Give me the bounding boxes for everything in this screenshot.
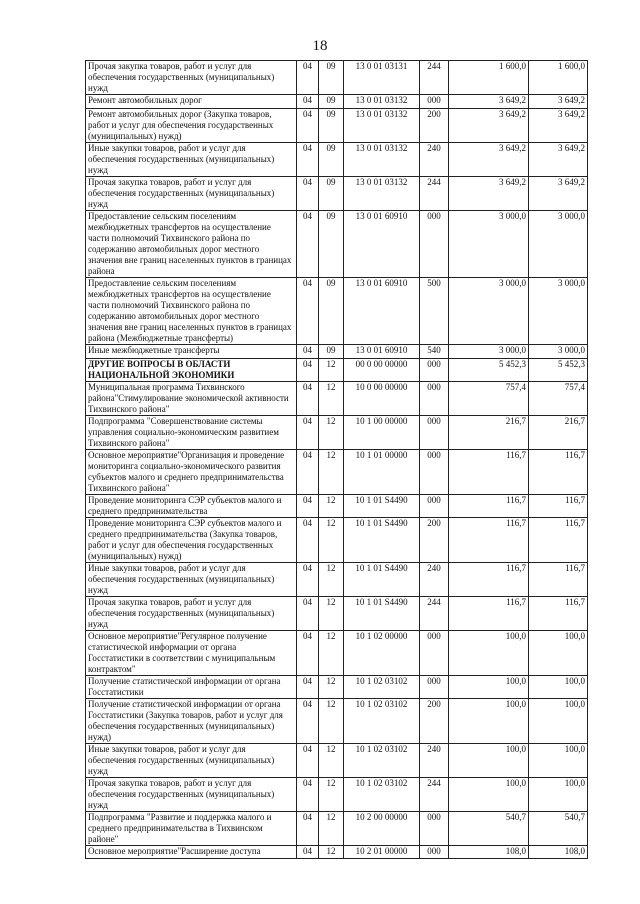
row-sum-2: 5 452,3 <box>529 359 588 382</box>
row-expense-type: 200 <box>420 699 449 744</box>
table-row <box>86 495 588 518</box>
row-sum-1: 3 649,2 <box>449 109 529 143</box>
table-row <box>86 95 588 109</box>
row-section: 04 <box>297 382 319 416</box>
row-expense-type: 000 <box>420 676 449 699</box>
row-name: Прочая закупка товаров, работ и услуг для обеспечения государственных (муниципальных) нужд <box>86 778 297 812</box>
row-expense-type: 000 <box>420 495 449 518</box>
row-name: Подпрограмма "Совершенствование системы управления социально-экономическим развитием Тихвинского района" <box>86 416 297 450</box>
row-sum-1: 108,0 <box>449 846 529 859</box>
row-name: Иные межбюджетные трансферты <box>86 345 297 359</box>
row-subsection: 12 <box>319 382 344 416</box>
row-section: 04 <box>297 744 319 778</box>
row-name: Основное мероприятие"Организация и проведение мониторинга социально-экономического развития субъектов малого и среднего предпринимательства Тихвинского района" <box>86 450 297 495</box>
row-expense-type: 000 <box>420 450 449 495</box>
row-name: Предоставление сельским поселениям межбюджетных трансфертов на осуществление части полномочий Тихвинского района по содержанию автомобильных дорог местного значения вне границ населенных пунктов в границах района (Межбюджетные трансферты) <box>86 278 297 345</box>
table-row <box>86 450 588 495</box>
row-subsection: 12 <box>319 416 344 450</box>
row-section: 04 <box>297 61 319 95</box>
row-target-article: 10 2 00 00000 <box>344 812 420 846</box>
row-sum-1: 757,4 <box>449 382 529 416</box>
table-row <box>86 177 588 211</box>
table-row <box>86 345 588 359</box>
row-name: Ремонт автомобильных дорог <box>86 95 297 109</box>
row-sum-1: 3 649,2 <box>449 95 529 109</box>
row-subsection: 12 <box>319 495 344 518</box>
row-expense-type: 000 <box>420 846 449 859</box>
row-subsection: 09 <box>319 345 344 359</box>
table-row <box>86 631 588 676</box>
row-expense-type: 000 <box>420 359 449 382</box>
row-name: Получение статистической информации от органа Госстатистики (Закупка товаров, работ и услуг для обеспечения государственных (муниципальных) нужд) <box>86 699 297 744</box>
row-name: Муниципальная программа Тихвинского района"Стимулирование экономической активности Тихвинского района" <box>86 382 297 416</box>
row-target-article: 10 1 02 00000 <box>344 631 420 676</box>
row-sum-2: 216,7 <box>529 416 588 450</box>
row-sum-1: 5 452,3 <box>449 359 529 382</box>
row-expense-type: 244 <box>420 177 449 211</box>
row-name: ДРУГИЕ ВОПРОСЫ В ОБЛАСТИ НАЦИОНАЛЬНОЙ ЭКОНОМИКИ <box>86 359 297 382</box>
row-sum-1: 100,0 <box>449 699 529 744</box>
row-expense-type: 244 <box>420 778 449 812</box>
row-target-article: 10 0 00 00000 <box>344 382 420 416</box>
row-target-article: 10 2 01 00000 <box>344 846 420 859</box>
row-section: 04 <box>297 211 319 278</box>
row-target-article: 10 1 02 03102 <box>344 699 420 744</box>
row-subsection: 12 <box>319 597 344 631</box>
row-subsection: 09 <box>319 211 344 278</box>
row-name: Предоставление сельским поселениям межбюджетных трансфертов на осуществление части полномочий Тихвинского района по содержанию автомобильных дорог местного значения вне границ населенных пунктов в границах района <box>86 211 297 278</box>
row-subsection: 09 <box>319 109 344 143</box>
row-name: Иные закупки товаров, работ и услуг для обеспечения государственных (муниципальных) нужд <box>86 563 297 597</box>
row-sum-1: 1 600,0 <box>449 61 529 95</box>
row-sum-2: 116,7 <box>529 518 588 563</box>
row-expense-type: 000 <box>420 211 449 278</box>
row-sum-2: 3 649,2 <box>529 109 588 143</box>
table-row <box>86 563 588 597</box>
row-sum-1: 3 000,0 <box>449 345 529 359</box>
row-sum-2: 108,0 <box>529 846 588 859</box>
row-sum-1: 216,7 <box>449 416 529 450</box>
row-sum-1: 100,0 <box>449 631 529 676</box>
table-row <box>86 143 588 177</box>
row-target-article: 13 0 01 03131 <box>344 61 420 95</box>
row-expense-type: 244 <box>420 597 449 631</box>
row-sum-2: 540,7 <box>529 812 588 846</box>
row-name: Прочая закупка товаров, работ и услуг для обеспечения государственных (муниципальных) нужд <box>86 177 297 211</box>
row-sum-2: 3 649,2 <box>529 177 588 211</box>
row-subsection: 12 <box>319 778 344 812</box>
row-sum-1: 100,0 <box>449 778 529 812</box>
row-expense-type: 000 <box>420 812 449 846</box>
table-row <box>86 278 588 345</box>
table-row <box>86 518 588 563</box>
row-subsection: 12 <box>319 699 344 744</box>
row-target-article: 13 0 01 03132 <box>344 143 420 177</box>
row-sum-1: 3 649,2 <box>449 177 529 211</box>
row-sum-2: 100,0 <box>529 676 588 699</box>
row-sum-1: 540,7 <box>449 812 529 846</box>
row-section: 04 <box>297 278 319 345</box>
row-section: 04 <box>297 345 319 359</box>
table-row <box>86 778 588 812</box>
row-section: 04 <box>297 676 319 699</box>
row-target-article: 10 1 02 03102 <box>344 676 420 699</box>
row-subsection: 09 <box>319 95 344 109</box>
row-name: Прочая закупка товаров, работ и услуг для обеспечения государственных (муниципальных) нужд <box>86 61 297 95</box>
row-section: 04 <box>297 95 319 109</box>
table-row <box>86 109 588 143</box>
page-number: 18 <box>312 38 328 54</box>
row-name: Проведение мониторинга СЭР субъектов малого и среднего предпринимательства <box>86 495 297 518</box>
table-row <box>86 812 588 846</box>
row-expense-type: 240 <box>420 143 449 177</box>
row-sum-2: 3 000,0 <box>529 211 588 278</box>
budget-table <box>85 60 588 859</box>
row-target-article: 13 0 01 03132 <box>344 109 420 143</box>
row-target-article: 13 0 01 60910 <box>344 278 420 345</box>
table-row <box>86 699 588 744</box>
row-target-article: 10 1 01 S4490 <box>344 563 420 597</box>
row-name: Подпрограмма "Развитие и поддержка малого и среднего предпринимательства в Тихвинском районе" <box>86 812 297 846</box>
row-name: Получение статистической информации от органа Госстатистики <box>86 676 297 699</box>
row-section: 04 <box>297 143 319 177</box>
row-section: 04 <box>297 177 319 211</box>
row-subsection: 12 <box>319 631 344 676</box>
row-section: 04 <box>297 563 319 597</box>
row-sum-2: 100,0 <box>529 744 588 778</box>
row-expense-type: 000 <box>420 416 449 450</box>
table-row <box>86 744 588 778</box>
row-expense-type: 000 <box>420 382 449 416</box>
row-sum-1: 3 000,0 <box>449 278 529 345</box>
row-sum-1: 100,0 <box>449 676 529 699</box>
row-section: 04 <box>297 699 319 744</box>
row-expense-type: 540 <box>420 345 449 359</box>
row-sum-1: 116,7 <box>449 597 529 631</box>
row-section: 04 <box>297 631 319 676</box>
table-row <box>86 61 588 95</box>
row-sum-2: 116,7 <box>529 450 588 495</box>
table-row <box>86 211 588 278</box>
row-sum-2: 100,0 <box>529 778 588 812</box>
row-sum-2: 116,7 <box>529 563 588 597</box>
row-sum-2: 757,4 <box>529 382 588 416</box>
row-subsection: 09 <box>319 61 344 95</box>
row-section: 04 <box>297 518 319 563</box>
row-section: 04 <box>297 597 319 631</box>
row-sum-2: 3 649,2 <box>529 95 588 109</box>
row-subsection: 09 <box>319 177 344 211</box>
row-target-article: 13 0 01 60910 <box>344 211 420 278</box>
row-sum-1: 3 649,2 <box>449 143 529 177</box>
row-name: Ремонт автомобильных дорог (Закупка товаров, работ и услуг для обеспечения государственных (муниципальных) нужд) <box>86 109 297 143</box>
row-section: 04 <box>297 416 319 450</box>
row-target-article: 10 1 02 03102 <box>344 744 420 778</box>
row-expense-type: 244 <box>420 61 449 95</box>
row-target-article: 00 0 00 00000 <box>344 359 420 382</box>
row-section: 04 <box>297 778 319 812</box>
row-expense-type: 000 <box>420 95 449 109</box>
row-subsection: 12 <box>319 812 344 846</box>
row-section: 04 <box>297 450 319 495</box>
row-subsection: 09 <box>319 143 344 177</box>
table-row <box>86 846 588 859</box>
row-expense-type: 200 <box>420 518 449 563</box>
row-expense-type: 240 <box>420 744 449 778</box>
row-sum-1: 116,7 <box>449 563 529 597</box>
row-subsection: 12 <box>319 846 344 859</box>
row-name: Иные закупки товаров, работ и услуг для обеспечения государственных (муниципальных) нужд <box>86 744 297 778</box>
row-name: Основное мероприятие"Регулярное получение статистической информации от органа Госстатистики в соответствии с муниципальным контрактом" <box>86 631 297 676</box>
row-sum-1: 3 000,0 <box>449 211 529 278</box>
row-sum-1: 116,7 <box>449 495 529 518</box>
row-target-article: 13 0 01 03132 <box>344 95 420 109</box>
row-expense-type: 000 <box>420 631 449 676</box>
row-target-article: 10 1 02 03102 <box>344 778 420 812</box>
row-expense-type: 240 <box>420 563 449 597</box>
table-row <box>86 382 588 416</box>
row-section: 04 <box>297 359 319 382</box>
row-sum-1: 100,0 <box>449 744 529 778</box>
row-sum-1: 116,7 <box>449 518 529 563</box>
row-section: 04 <box>297 495 319 518</box>
row-subsection: 12 <box>319 518 344 563</box>
row-subsection: 09 <box>319 278 344 345</box>
row-sum-2: 3 000,0 <box>529 278 588 345</box>
row-section: 04 <box>297 109 319 143</box>
table-row <box>86 597 588 631</box>
row-subsection: 12 <box>319 563 344 597</box>
row-expense-type: 500 <box>420 278 449 345</box>
row-subsection: 12 <box>319 359 344 382</box>
row-target-article: 10 1 01 S4490 <box>344 518 420 563</box>
row-sum-2: 116,7 <box>529 597 588 631</box>
row-sum-1: 116,7 <box>449 450 529 495</box>
row-target-article: 10 1 00 00000 <box>344 416 420 450</box>
row-name: Проведение мониторинга СЭР субъектов малого и среднего предпринимательства (Закупка товаров, работ и услуг для обеспечения государственных (муниципальных) нужд) <box>86 518 297 563</box>
row-target-article: 10 1 01 00000 <box>344 450 420 495</box>
row-name: Иные закупки товаров, работ и услуг для обеспечения государственных (муниципальных) нужд <box>86 143 297 177</box>
table-row <box>86 676 588 699</box>
row-sum-2: 100,0 <box>529 699 588 744</box>
row-target-article: 10 1 01 S4490 <box>344 597 420 631</box>
row-sum-2: 3 649,2 <box>529 143 588 177</box>
row-section: 04 <box>297 846 319 859</box>
budget-table-body <box>86 61 588 859</box>
row-name: Прочая закупка товаров, работ и услуг для обеспечения государственных (муниципальных) нужд <box>86 597 297 631</box>
row-section: 04 <box>297 812 319 846</box>
row-target-article: 13 0 01 60910 <box>344 345 420 359</box>
row-expense-type: 200 <box>420 109 449 143</box>
row-name: Основное мероприятие"Расширение доступа <box>86 846 297 859</box>
row-target-article: 13 0 01 03132 <box>344 177 420 211</box>
row-target-article: 10 1 01 S4490 <box>344 495 420 518</box>
table-row <box>86 359 588 382</box>
row-subsection: 12 <box>319 676 344 699</box>
row-sum-2: 3 000,0 <box>529 345 588 359</box>
row-subsection: 12 <box>319 744 344 778</box>
row-sum-2: 116,7 <box>529 495 588 518</box>
row-subsection: 12 <box>319 450 344 495</box>
row-sum-2: 100,0 <box>529 631 588 676</box>
table-row <box>86 416 588 450</box>
row-sum-2: 1 600,0 <box>529 61 588 95</box>
